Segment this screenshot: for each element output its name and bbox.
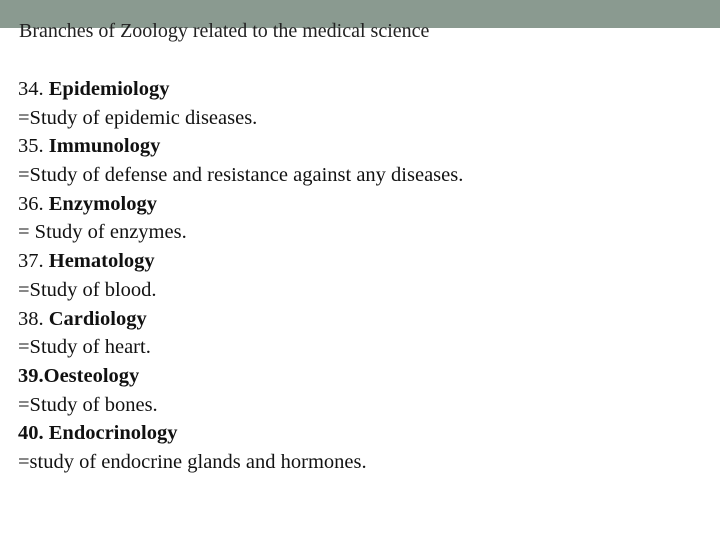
entry-36-definition: = Study of enzymes.: [18, 221, 187, 244]
entry-37-definition: =Study of blood.: [18, 278, 157, 301]
entry-35-definition: =Study of defense and resistance against any diseases.: [18, 164, 464, 187]
entry-35-heading: [18, 132, 708, 161]
entry-36-heading: [18, 190, 708, 219]
entry-34-heading: [18, 75, 708, 104]
entry-38-heading: [18, 305, 708, 334]
entry-40-definition: =study of endocrine glands and hormones.: [18, 450, 367, 473]
entry-number: 35.: [18, 135, 44, 158]
entry-number: 34.: [18, 78, 44, 100]
slide-title: Branches of Zoology related to the medical science: [19, 20, 430, 42]
entry-name: Enzymology: [48, 192, 157, 215]
entry-number: 38.: [18, 307, 44, 330]
entry-number: 39.: [18, 364, 44, 387]
entry-name: Hematology: [48, 250, 155, 273]
entry-34-definition: =Study of epidemic diseases.: [18, 106, 258, 129]
entry-39-definition: =Study of bones.: [18, 393, 158, 416]
entry-37-heading: [18, 247, 708, 276]
entry-name: Cardiology: [48, 307, 147, 330]
branches-list: [18, 75, 708, 477]
entry-40-heading: [18, 419, 708, 448]
entry-number: 40.: [18, 422, 44, 445]
entry-38-definition: =Study of heart.: [18, 336, 151, 359]
entry-number: 37.: [18, 250, 44, 273]
entry-name: Endocrinology: [48, 422, 178, 445]
entry-number: 36.: [18, 192, 44, 215]
entry-name: Oesteology: [43, 364, 140, 387]
entry-39-heading: [18, 362, 708, 391]
entry-name: Immunology: [48, 135, 161, 158]
entry-name: Epidemiology: [48, 78, 170, 100]
